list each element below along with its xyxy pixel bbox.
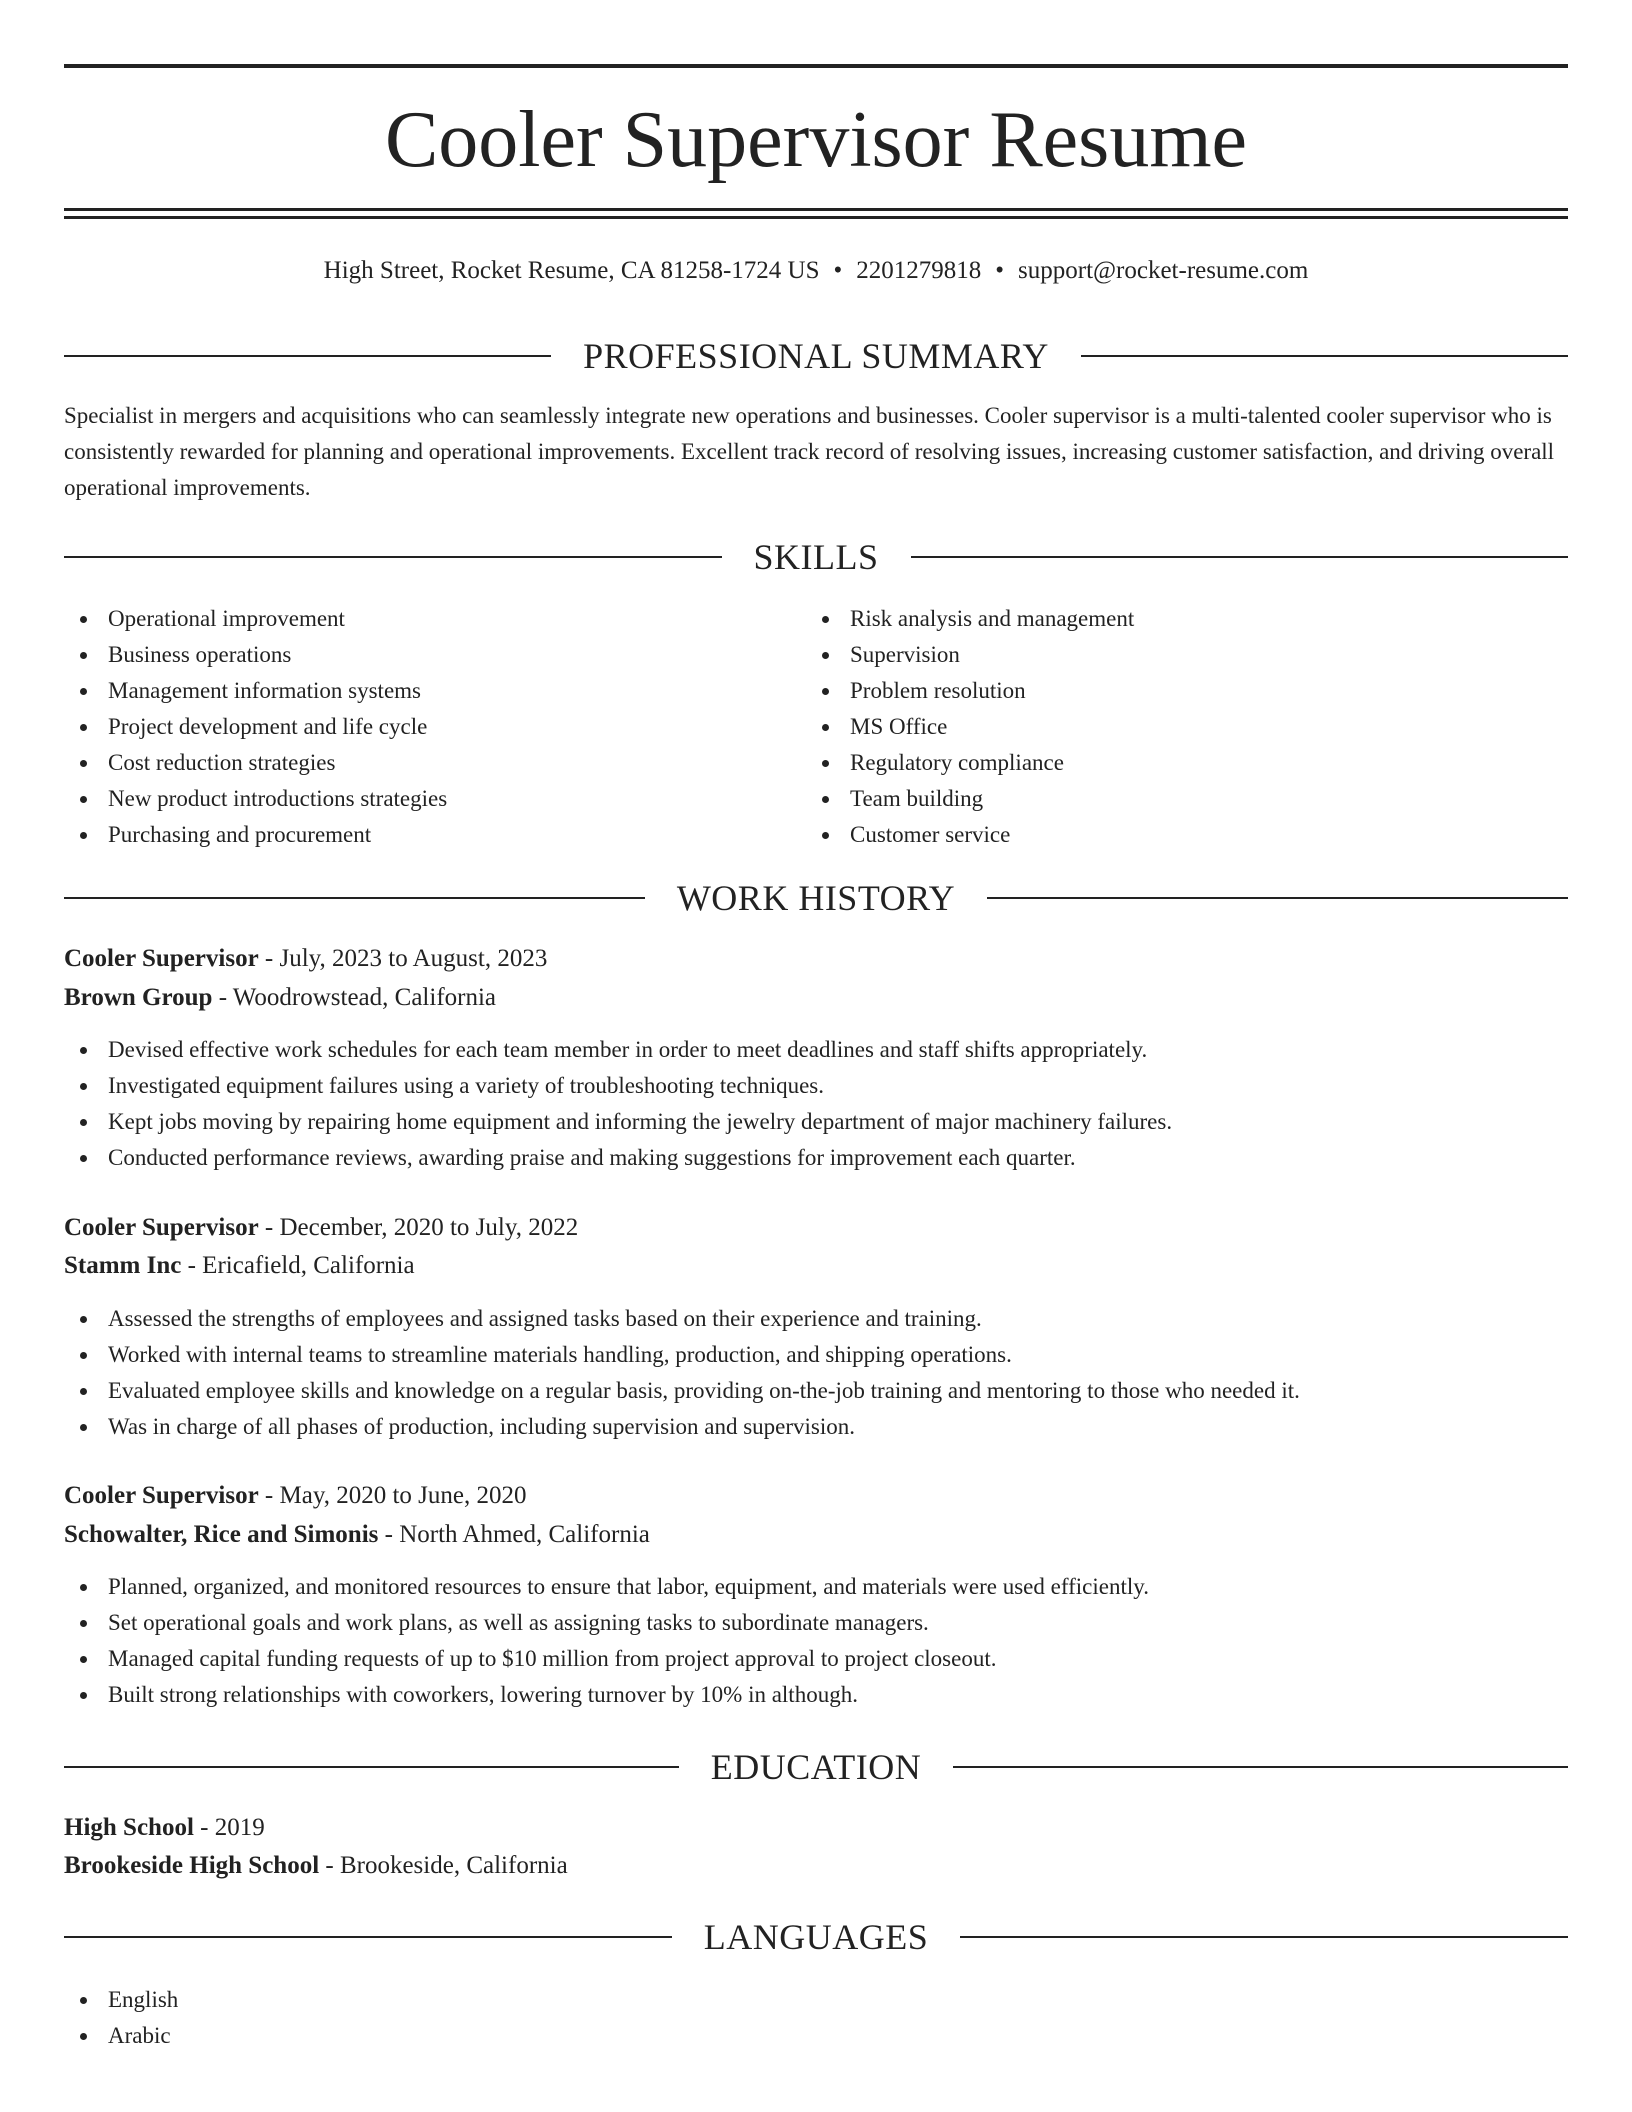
heading-rule [960,1936,1568,1938]
skill-item: Purchasing and procurement [64,817,804,853]
skill-item: Team building [806,781,1546,817]
contact-address: High Street, Rocket Resume, CA 81258-1724 US [323,257,820,284]
job-title-line [64,1210,578,1246]
job-location: - Ericafield, California [181,1252,415,1279]
job-bullet: Devised effective work schedules for each team member in order to meet deadlines and staff shifts appropriately. [64,1032,1568,1068]
job-company: Brown Group [64,984,213,1011]
education-heading-label: EDUCATION [710,1747,922,1787]
job-location: - Woodrowstead, California [212,984,497,1011]
skills-list-right [806,601,1546,853]
job-bullet: Assessed the strengths of employees and assigned tasks based on their experience and training. [64,1301,1568,1337]
skill-item: Supervision [806,637,1546,673]
summary-text: Specialist in mergers and acquisitions who can seamlessly integrate new operations and businesses. Cooler supervisor is a multi-talented cooler supervisor who is consistently rewarded for planning and operational improvements. Excellent track record of resolving issues, increasing customer satisfaction, and driving overall operational improvements. [64,403,1555,500]
job-bullets [64,1032,1568,1176]
language-item: Arabic [64,2018,1568,2054]
heading-rule [987,897,1568,899]
skill-item: Operational improvement [64,601,804,637]
job-company-line [64,1517,650,1553]
heading-rule [911,556,1569,558]
job-dates: - July, 2023 to August, 2023 [258,945,548,972]
job-company-line [64,1248,415,1284]
job-bullet: Was in charge of all phases of production, including supervision and supervision. [64,1409,1568,1445]
job-location: - North Ahmed, California [378,1521,650,1548]
job-company-line [64,980,496,1016]
job-bullets [64,1569,1568,1713]
skill-item: Customer service [806,817,1546,853]
skills-heading-label: SKILLS [753,537,879,577]
education-degree: High School [64,1814,194,1841]
skill-item: Cost reduction strategies [64,745,804,781]
resume-title: Cooler Supervisor Resume [384,96,1248,184]
job-title: Cooler Supervisor [64,1214,259,1241]
contact-separator: • [833,257,843,284]
top-rule [64,64,1568,68]
skill-item: Project development and life cycle [64,709,804,745]
work-history-heading [64,876,1568,920]
skills-list-left [64,601,804,853]
languages-heading-label: LANGUAGES [703,1917,929,1957]
job-bullet: Conducted performance reviews, awarding praise and making suggestions for improvement each quarter. [64,1140,1568,1176]
skill-item: Risk analysis and management [806,601,1546,637]
job-title-line [64,941,547,977]
contact-separator: • [995,257,1005,284]
job-bullets [64,1301,1568,1445]
title-double-rule-lower [64,216,1568,219]
heading-rule [1081,355,1568,357]
job-company: Stamm Inc [64,1252,182,1279]
heading-rule [64,1766,679,1768]
job-bullet: Managed capital funding requests of up to $10 million from project approval to project closeout. [64,1641,1568,1677]
job-bullet: Kept jobs moving by repairing home equipment and informing the jewelry department of major machinery failures. [64,1104,1568,1140]
job-company: Schowalter, Rice and Simonis [64,1521,379,1548]
education-location: - Brookeside, California [319,1852,568,1879]
skills-heading [64,535,1568,579]
skill-item: MS Office [806,709,1546,745]
work-history-heading-label: WORK HISTORY [676,878,956,918]
job-bullet: Set operational goals and work plans, as well as assigning tasks to subordinate managers. [64,1605,1568,1641]
skill-item: Business operations [64,637,804,673]
education-school: Brookeside High School [64,1852,320,1879]
skill-item: Problem resolution [806,673,1546,709]
job-title-line [64,1478,526,1514]
heading-rule [64,556,722,558]
education-heading [64,1745,1568,1789]
heading-rule [953,1766,1568,1768]
job-bullet: Built strong relationships with coworkers, lowering turnover by 10% in although. [64,1677,1568,1713]
contact-line [64,254,1568,288]
skill-item: New product introductions strategies [64,781,804,817]
job-dates: - December, 2020 to July, 2022 [258,1214,579,1241]
heading-rule [64,1936,672,1938]
summary-heading [64,334,1568,378]
job-dates: - May, 2020 to June, 2020 [258,1482,527,1509]
contact-phone: 2201279818 [856,257,982,284]
job-bullet: Planned, organized, and monitored resources to ensure that labor, equipment, and materials were used efficiently. [64,1569,1568,1605]
skill-item: Management information systems [64,673,804,709]
skill-item: Regulatory compliance [806,745,1546,781]
education-degree-line [64,1810,265,1846]
education-school-line [64,1848,568,1884]
language-item: English [64,1982,1568,2018]
heading-rule [64,355,551,357]
job-bullet: Evaluated employee skills and knowledge on a regular basis, providing on-the-job training and mentoring to those who needed it. [64,1373,1568,1409]
job-bullet: Worked with internal teams to streamline materials handling, production, and shipping operations. [64,1337,1568,1373]
job-title: Cooler Supervisor [64,945,259,972]
job-title: Cooler Supervisor [64,1482,259,1509]
education-year: - 2019 [193,1814,265,1841]
languages-heading [64,1915,1568,1959]
job-bullet: Investigated equipment failures using a variety of troubleshooting techniques. [64,1068,1568,1104]
contact-email: support@rocket-resume.com [1018,257,1309,284]
languages-list [64,1982,1568,2054]
heading-rule [64,897,645,899]
title-double-rule-upper [64,208,1568,211]
summary-heading-label: PROFESSIONAL SUMMARY [583,336,1049,376]
